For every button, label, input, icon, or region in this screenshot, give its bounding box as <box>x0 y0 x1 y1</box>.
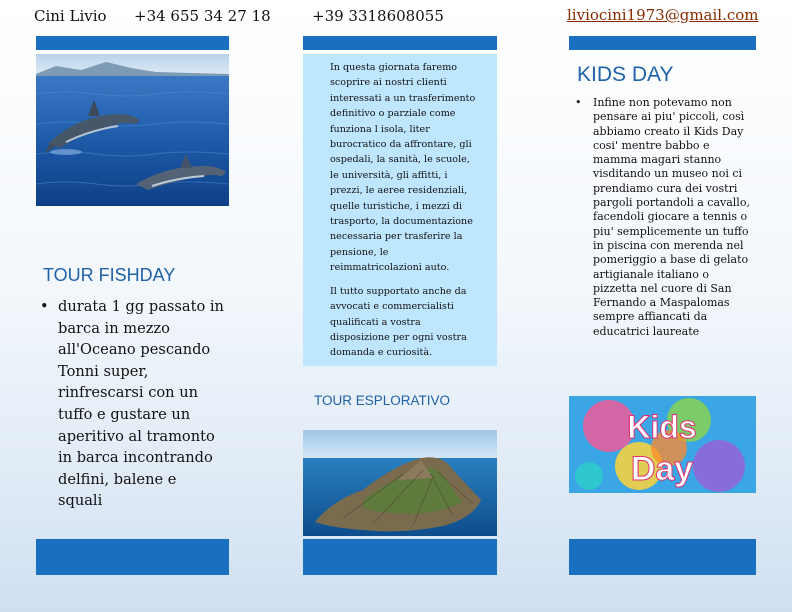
middle-paragraph-2: Il tutto supportato anche da avvocati e commercialisti qualificati a vostra disposizione per ogni vostra domanda e curiosità. <box>330 285 467 359</box>
contact-phone-spain: +34 655 34 27 18 <box>134 7 271 25</box>
tour-fishday-bullet: • durata 1 gg passato in barca in mezzo all'Oceano pescando Tonni super, rinfrescarsi con un tuffo e gustare un aperitivo al tramonto in barca incontrando delfini, balene e squali <box>40 296 225 512</box>
island-photo <box>303 430 497 536</box>
kids-day-logo-line-1: Kids <box>627 409 697 445</box>
bottom-accent-bar-right <box>569 539 756 575</box>
kids-day-logo-line-2: Day <box>630 450 694 488</box>
top-accent-bar-right <box>569 36 756 50</box>
contact-name: Cini Livio <box>34 7 107 25</box>
kids-day-logo <box>569 396 756 493</box>
tour-esplorativo-title: TOUR ESPLORATIVO <box>314 393 451 408</box>
contact-phone-italy: +39 3318608055 <box>312 7 444 25</box>
contact-email-link[interactable]: liviocini1973@gmail.com <box>567 6 759 24</box>
top-accent-bar-middle <box>303 36 497 50</box>
top-accent-bar-left <box>36 36 229 50</box>
dolphins-photo <box>36 54 229 206</box>
bottom-accent-bar-middle <box>303 539 497 575</box>
tour-fishday-title: TOUR FISHDAY <box>43 265 176 285</box>
bottom-accent-bar-left <box>36 539 229 575</box>
middle-paragraph-1: In questa giornata faremo scoprire ai nostri clienti interessati a un trasferimento definitivo o parziale come funziona l isola, liter burocratico da affrontare, gli ospedali, la sanità, le scuole, le università, gli affitti, i prezzi, le aeree residenziali, quelle turistiche, i mezzi di trasporto, la documentazione necessaria per trasferire la pensione, le reimmatricolazioni auto. <box>330 62 476 274</box>
kids-day-title: KIDS DAY <box>577 63 674 86</box>
kids-day-bullet: • Infine non potevamo non pensare ai piu' piccoli, così abbiamo creato il Kids Day cosi' mentre babbo e mamma magari stanno visditando un museo noi ci prendiamo cura dei vostri pargoli portandoli a cavallo, facendoli giocare a tennis o piu' semplicemente un tuffo in piscina con merenda nel pomeriggio a base di gelato artigianale italiano o pizzetta nel cuore di San Fernando a Maspalomas sempre affiancati da educatrici laureate <box>575 96 755 339</box>
tour-fishday-list <box>40 296 225 512</box>
middle-text <box>330 60 480 369</box>
kids-day-list <box>575 96 755 339</box>
